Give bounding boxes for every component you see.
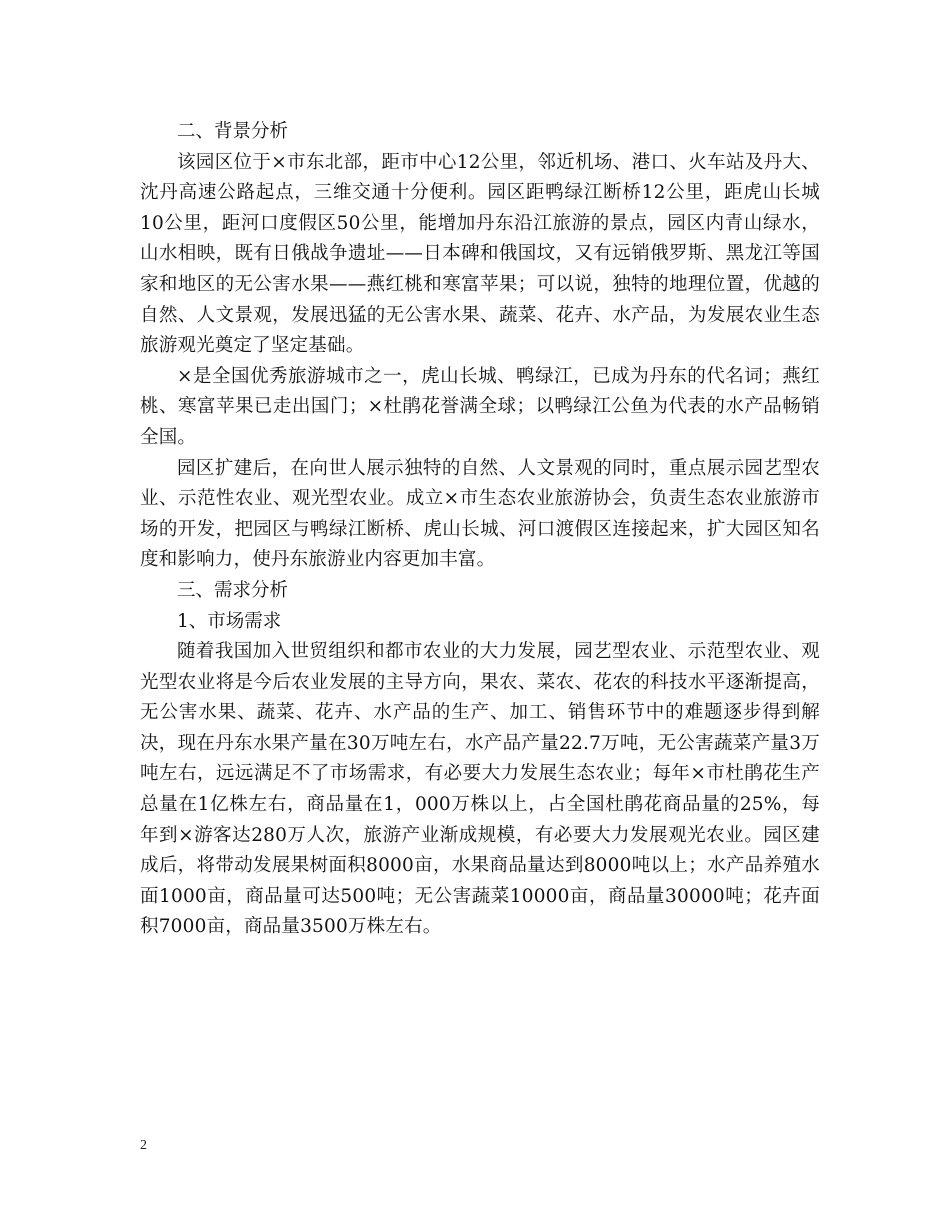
paragraph-location: 该园区位于×市东北部，距市中心12公里，邻近机场、港口、火车站及丹大、沈丹高速公路起点，三维交通十分便利。园区距鸭绿江断桥12公里，距虎山长城10公里，距河口度假区50公里，能增加丹东沿江旅游的景点，园区内青山绿水，山水相映，既有日俄战争遗址——日本碑和俄国坟，又有远销俄罗斯、黑龙江等国家和地区的无公害水果——燕红桃和寒富苹果；可以说，独特的地理位置，优越的自然、人文景观，发展迅猛的无公害水果、蔬菜、花卉、水产品，为发展农业生态旅游观光奠定了坚定基础。 [140,151,820,357]
paragraph-tourism-city: ×是全国优秀旅游城市之一，虎山长城、鸭绿江，已成为丹东的代名词；燕红桃、寒富苹果已走出国门；×杜鹃花誉满全球；以鸭绿江公鱼为代表的水产品畅销全国。 [140,365,820,448]
section-heading-demand: 三、需求分析 [177,579,289,601]
paragraph-market-demand: 随着我国加入世贸组织和都市农业的大力发展，园艺型农业、示范型农业、观光型农业将是今后农业发展的主导方向，果农、菜农、花农的科技水平逐渐提高，无公害水果、蔬菜、花卉、水产品的生产、加工、销售环节中的难题逐步得到解决，现在丹东水果产量在30万吨左右，水产品产量22.7万吨，无公害蔬菜产量3万吨左右，远远满足不了市场需求，有必要大力发展生态农业；每年×市杜鹃花生产总量在1亿株左右，商品量在1，000万株以上，占全国杜鹃花商品量的25%，每年到×游客达280万人次，旅游产业渐成规模，有必要大力发展观光农业。园区建成后，将带动发展果树面积8000亩，水果商品量达到8000吨以上；水产品养殖水面1000亩，商品量可达500吨；无公害蔬菜10000亩，商品量30000吨；花卉面积7000亩，商品量3500万株左右。 [140,641,820,938]
paragraph-expansion: 园区扩建后，在向世人展示独特的自然、人文景观的同时，重点展示园艺型农业、示范性农业、观光型农业。成立×市生态农业旅游协会，负责生态农业旅游市场的开发，把园区与鸭绿江断桥、虎山长城、河口渡假区连接起来，扩大园区知名度和影响力，使丹东旅游业内容更加丰富。 [140,457,820,571]
subsection-heading-market: 1、市场需求 [177,610,282,632]
page-number: 2 [140,1138,147,1153]
document-body [140,117,820,943]
section-heading-background: 二、背景分析 [177,121,289,142]
